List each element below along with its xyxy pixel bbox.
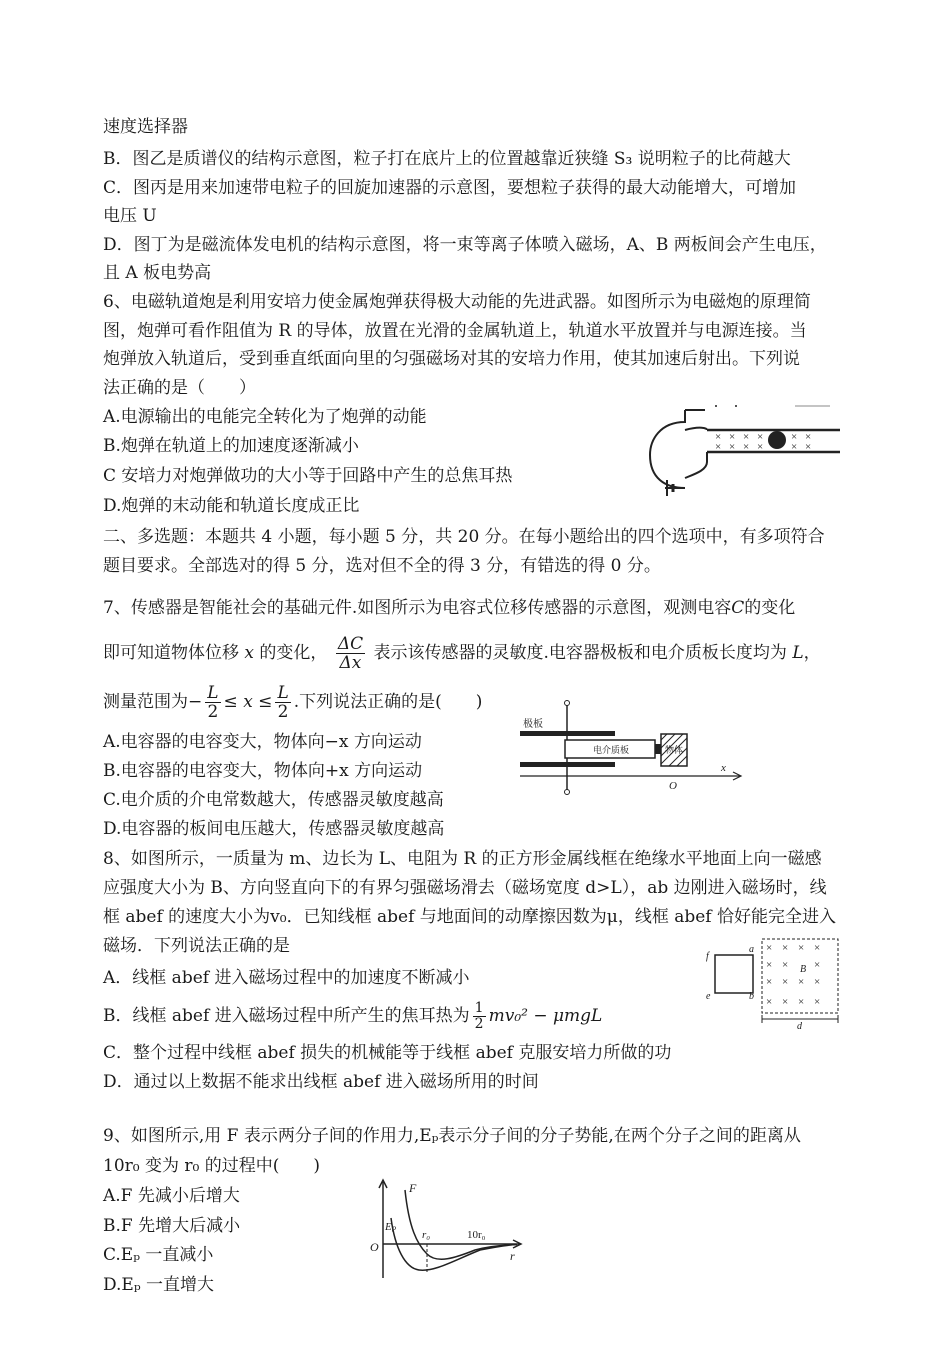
q7-option-a: A.电容器的电容变大，物体向−x 方向运动 <box>103 732 422 752</box>
origin-label: O <box>669 780 677 792</box>
svg-text:×: × <box>757 441 764 453</box>
q9-option-b: B.F 先增大后减小 <box>103 1216 241 1236</box>
q6-stem-line4: 法正确的是（ ） <box>103 378 256 398</box>
svg-text:×: × <box>757 431 764 443</box>
q8-stem-line1: 8、如图所示，一质量为 m、边长为 L、电阻为 R 的正方形金属线框在绝缘水平地面上向一磁感 <box>103 849 822 869</box>
force-curve <box>405 1190 517 1259</box>
section2-line2: 题目要求。全部选对的得 5 分，选对但不全的得 3 分，有错选的得 0 分。 <box>103 556 661 576</box>
q6-stem-line2: 图，炮弹可看作阻值为 R 的导体，放置在光滑的金属轨道上，轨道水平放置并与电源连接。当 <box>103 321 807 341</box>
r0-label: r₀ <box>422 1229 431 1241</box>
svg-text:×: × <box>791 431 798 443</box>
q9-option-d: D.Eₚ 一直增大 <box>103 1275 215 1295</box>
svg-text:×: × <box>814 976 821 988</box>
q7-option-b: B.电容器的电容变大，物体向+x 方向运动 <box>103 761 423 781</box>
corner-e-label: e <box>706 991 711 1002</box>
svg-text:×: × <box>766 959 773 971</box>
width-d-label: d <box>797 1021 802 1030</box>
q5-option-c-line1: C．图丙是用来加速带电粒子的回旋加速器的示意图，要想粒子获得的最大动能增大，可增加 <box>103 178 797 198</box>
object-label: 物体 <box>665 745 684 755</box>
q8-option-b: B．线框 abef 进入磁场过程中所产生的焦耳热为 $\frac{1}{2}$ mv₀² − μmgL <box>103 1000 603 1032</box>
svg-text:×: × <box>814 996 821 1008</box>
q9-option-c: C.Eₚ 一直减小 <box>103 1245 214 1265</box>
svg-text:×: × <box>814 942 821 954</box>
railgun-figure <box>645 400 845 500</box>
ten-r0-label: 10r₀ <box>467 1229 486 1241</box>
svg-text:×: × <box>743 431 750 443</box>
corner-f-label: f <box>706 951 709 962</box>
svg-text:×: × <box>766 942 773 954</box>
section2-line1: 二、多选题：本题共 4 小题，每小题 5 分，共 20 分。在每小题给出的四个选项中，有多项符合 <box>103 527 825 547</box>
q7-option-c: C.电介质的介电常数越大，传感器灵敏度越高 <box>103 790 444 810</box>
svg-text:×: × <box>798 996 805 1008</box>
q7-stem-line3: 测量范围为− $\frac{L}{2}$ ≤ x ≤ $\frac{L}{2}$ .下列说法正确的是( ) <box>103 683 483 722</box>
svg-text:×: × <box>729 441 736 453</box>
q6-option-b: B.炮弹在轨道上的加速度逐渐减小 <box>103 436 359 456</box>
q9-stem-line1: 9、如图所示,用 F 表示两分子间的作用力,Eₚ表示分子间的分子势能,在两个分子之间的距离从 <box>103 1126 801 1146</box>
svg-text:×: × <box>782 959 789 971</box>
half-fraction: $\frac{1}{2}$ <box>474 1000 484 1032</box>
range-fraction-right: $\frac{L}{2}$ <box>277 683 289 722</box>
q5-option-c-line2: 电压 U <box>103 206 157 226</box>
svg-text:×: × <box>805 431 812 443</box>
svg-text:×: × <box>798 976 805 988</box>
q8-option-c: C．整个过程中线框 abef 损失的机械能等于线框 abef 克服安培力所做的功 <box>103 1043 672 1063</box>
svg-text:×: × <box>729 431 736 443</box>
plate-label: 极板 <box>523 719 543 730</box>
square-loop <box>715 955 753 993</box>
q9-stem-line2: 10r₀ 变为 r₀ 的过程中( ) <box>103 1156 320 1176</box>
field-b-label: B <box>800 964 807 975</box>
x-axis-label: x <box>721 762 726 774</box>
svg-text:×: × <box>782 996 789 1008</box>
projectile-icon <box>768 431 786 449</box>
svg-text:×: × <box>715 431 722 443</box>
corner-a-label: a <box>749 944 754 955</box>
q5-option-a-tail: 速度选择器 <box>103 117 188 137</box>
svg-text:×: × <box>798 942 805 954</box>
capacitor-sensor-figure <box>515 700 745 800</box>
q6-stem-line1: 6、电磁轨道炮是利用安培力使金属炮弹获得极大动能的先进武器。如图所示为电磁炮的原理简 <box>103 292 811 312</box>
svg-text:×: × <box>743 441 750 453</box>
q5-option-d-line1: D．图丁为是磁流体发电机的结构示意图，将一束等离子体喷入磁场，A、B 两板间会产生电压， <box>103 235 827 255</box>
q8-option-a: A．线框 abef 进入磁场过程中的加速度不断减小 <box>103 968 470 988</box>
q5-option-d-line2: 且 A 板电势高 <box>103 263 212 283</box>
origin-o-label: O <box>370 1240 379 1254</box>
q8-stem-line2: 应强度大小为 B、方向竖直向下的有界匀强磁场滑去（磁场宽度 d>L），ab 边刚进入磁场时，线 <box>103 878 827 898</box>
svg-text:×: × <box>766 976 773 988</box>
svg-text:×: × <box>782 942 789 954</box>
q9-option-a: A.F 先减小后增大 <box>103 1186 240 1206</box>
svg-text:×: × <box>782 976 789 988</box>
q8-stem-line3: 框 abef 的速度大小为v₀．已知线框 abef 与地面间的动摩擦因数为μ，线框 abef 恰好能完全进入 <box>103 907 836 927</box>
q8-stem-line4: 磁场．下列说法正确的是 <box>103 936 290 956</box>
svg-text:×: × <box>715 441 722 453</box>
corner-b-label: b <box>749 991 754 1002</box>
q6-option-d: D.炮弹的末动能和轨道长度成正比 <box>103 496 360 516</box>
force-label: F <box>409 1181 417 1195</box>
q7-stem-line2: 即可知道物体位移 x 的变化， $\frac{\Delta C}{\Delta x}$ 表示该传感器的灵敏度.电容器极板和电介质板长度均为 L， <box>103 634 821 673</box>
range-fraction-left: $\frac{L}{2}$ <box>207 683 219 722</box>
q7-option-d: D.电容器的板间电压越大，传感器灵敏度越高 <box>103 819 445 839</box>
svg-text:×: × <box>805 441 812 453</box>
molecular-force-figure <box>365 1178 530 1283</box>
potential-label: Eₚ <box>385 1221 397 1233</box>
q7-stem-line1: 7、传感器是智能社会的基础元件.如图所示为电容式位移传感器的示意图，观测电容C的变化 <box>103 598 796 618</box>
q6-option-c: C 安培力对炮弹做功的大小等于回路中产生的总焦耳热 <box>103 466 513 486</box>
q5-option-b: B．图乙是质谱仪的结构示意图，粒子打在底片上的位置越靠近狭缝 S₃ 说明粒子的比荷越大 <box>103 149 791 169</box>
svg-text:×: × <box>791 441 798 453</box>
q6-stem-line3: 炮弹放入轨道后，受到垂直纸面向里的匀强磁场对其的安培力作用，使其加速后射出。下列说 <box>103 349 800 369</box>
sensitivity-fraction: $\frac{\Delta C}{\Delta x}$ <box>337 634 364 673</box>
svg-text:×: × <box>814 959 821 971</box>
loop-field-figure <box>700 935 845 1030</box>
r-axis-label: r <box>510 1249 515 1263</box>
q8-option-d: D．通过以上数据不能求出线框 abef 进入磁场所用的时间 <box>103 1072 539 1092</box>
dielectric-label: 电介质板 <box>593 745 630 755</box>
svg-text:×: × <box>766 996 773 1008</box>
q6-option-a: A.电源输出的电能完全转化为了炮弹的动能 <box>103 407 427 427</box>
